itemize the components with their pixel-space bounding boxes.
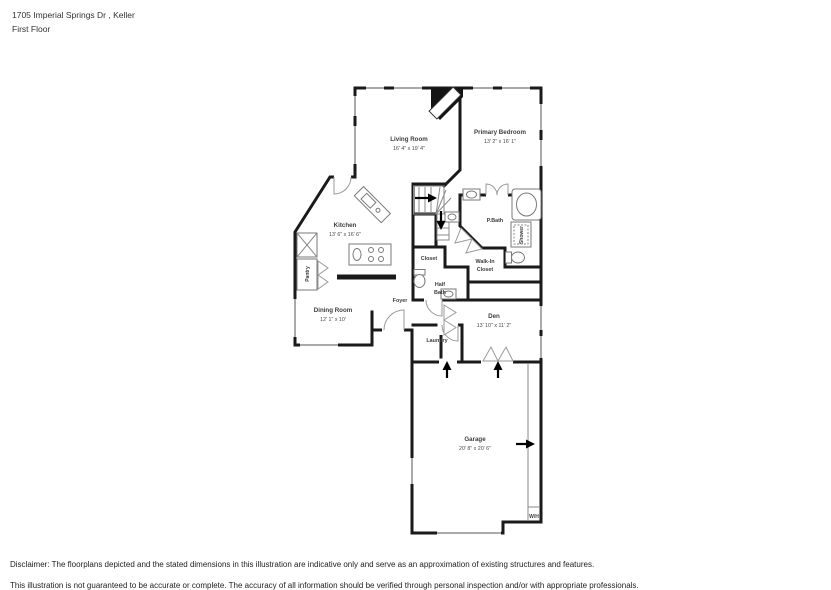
pbath-label: P.Bath (486, 218, 504, 224)
floor-title: First Floor (12, 23, 51, 34)
disclaimer-line-1: Disclaimer: The floorplans depicted and the stated dimensions in this illustration are indicative only and serve as an approximation of existing structures and features. (10, 560, 595, 569)
dining-room-dims: 12' 1" x 10' (320, 317, 346, 323)
closet-label: Closet (420, 256, 438, 262)
sink-icon-pbath-1 (463, 189, 480, 200)
sink-icon-pbath-2 (445, 212, 459, 222)
disclaimer-line-2: This illustration is not guaranteed to be accurate or complete. The accuracy of all information should be verified through personal inspection and/or with appropriate professionals. (10, 581, 639, 590)
toilet-icon-primary (506, 252, 525, 263)
primary-door-right (497, 184, 508, 195)
pantry-label: Pantry (305, 266, 311, 282)
foyer-label: Foyer (392, 298, 408, 304)
halfbath-door (426, 300, 442, 316)
garage-side-entry-arrow-icon (516, 440, 535, 449)
kitchen-label: Kitchen (333, 222, 357, 229)
pantry-door-1 (318, 261, 328, 275)
garage-dims: 20' 8" x 20' 6" (459, 446, 491, 452)
primary-door-left (486, 184, 497, 195)
den-garage-door-2 (498, 347, 513, 361)
shower-label: Shower (519, 225, 525, 245)
kitchen-counter-sink (354, 187, 390, 223)
water-heater-label: W/H (529, 514, 539, 520)
stairs-up-arrow-icon (415, 194, 437, 203)
den-label: Den (488, 313, 500, 320)
dining-room-label: Dining Room (313, 307, 353, 314)
kitchen-dims: 13' 6" x 16' 6" (329, 232, 361, 238)
living-room-label: Living Room (390, 136, 428, 143)
refrigerator-icon (297, 233, 317, 257)
stove-icon (349, 244, 391, 265)
half-bath-label-1: Half (434, 282, 446, 288)
den-hall-door-1 (444, 305, 456, 320)
half-bath-label-2: Bath (434, 290, 446, 296)
den-dims: 13' 10" x 11' 2" (476, 323, 512, 329)
bathtub-icon (512, 189, 541, 220)
living-room-dims: 16' 4" x 19' 4" (393, 146, 425, 152)
den-garage-door-1 (483, 347, 498, 361)
laundry-label: Laundry (426, 338, 448, 344)
fireplace (429, 87, 463, 120)
pantry-door-2 (318, 275, 328, 289)
kitchen-door (334, 177, 351, 194)
walkin-closet-label-2: Closet (476, 267, 494, 273)
address-title: 1705 Imperial Springs Dr , Keller (12, 10, 135, 20)
toilet-icon-halfbath (414, 270, 425, 288)
walkin-door-2 (466, 239, 482, 253)
kitchen-fixtures (297, 187, 396, 290)
primary-bedroom-dims: 13' 2" x 16' 1" (484, 139, 516, 145)
garage-label: Garage (464, 436, 486, 443)
front-door (384, 310, 404, 330)
walkin-closet-label-1: Walk-In (475, 259, 495, 265)
primary-bedroom-label: Primary Bedroom (474, 129, 526, 136)
